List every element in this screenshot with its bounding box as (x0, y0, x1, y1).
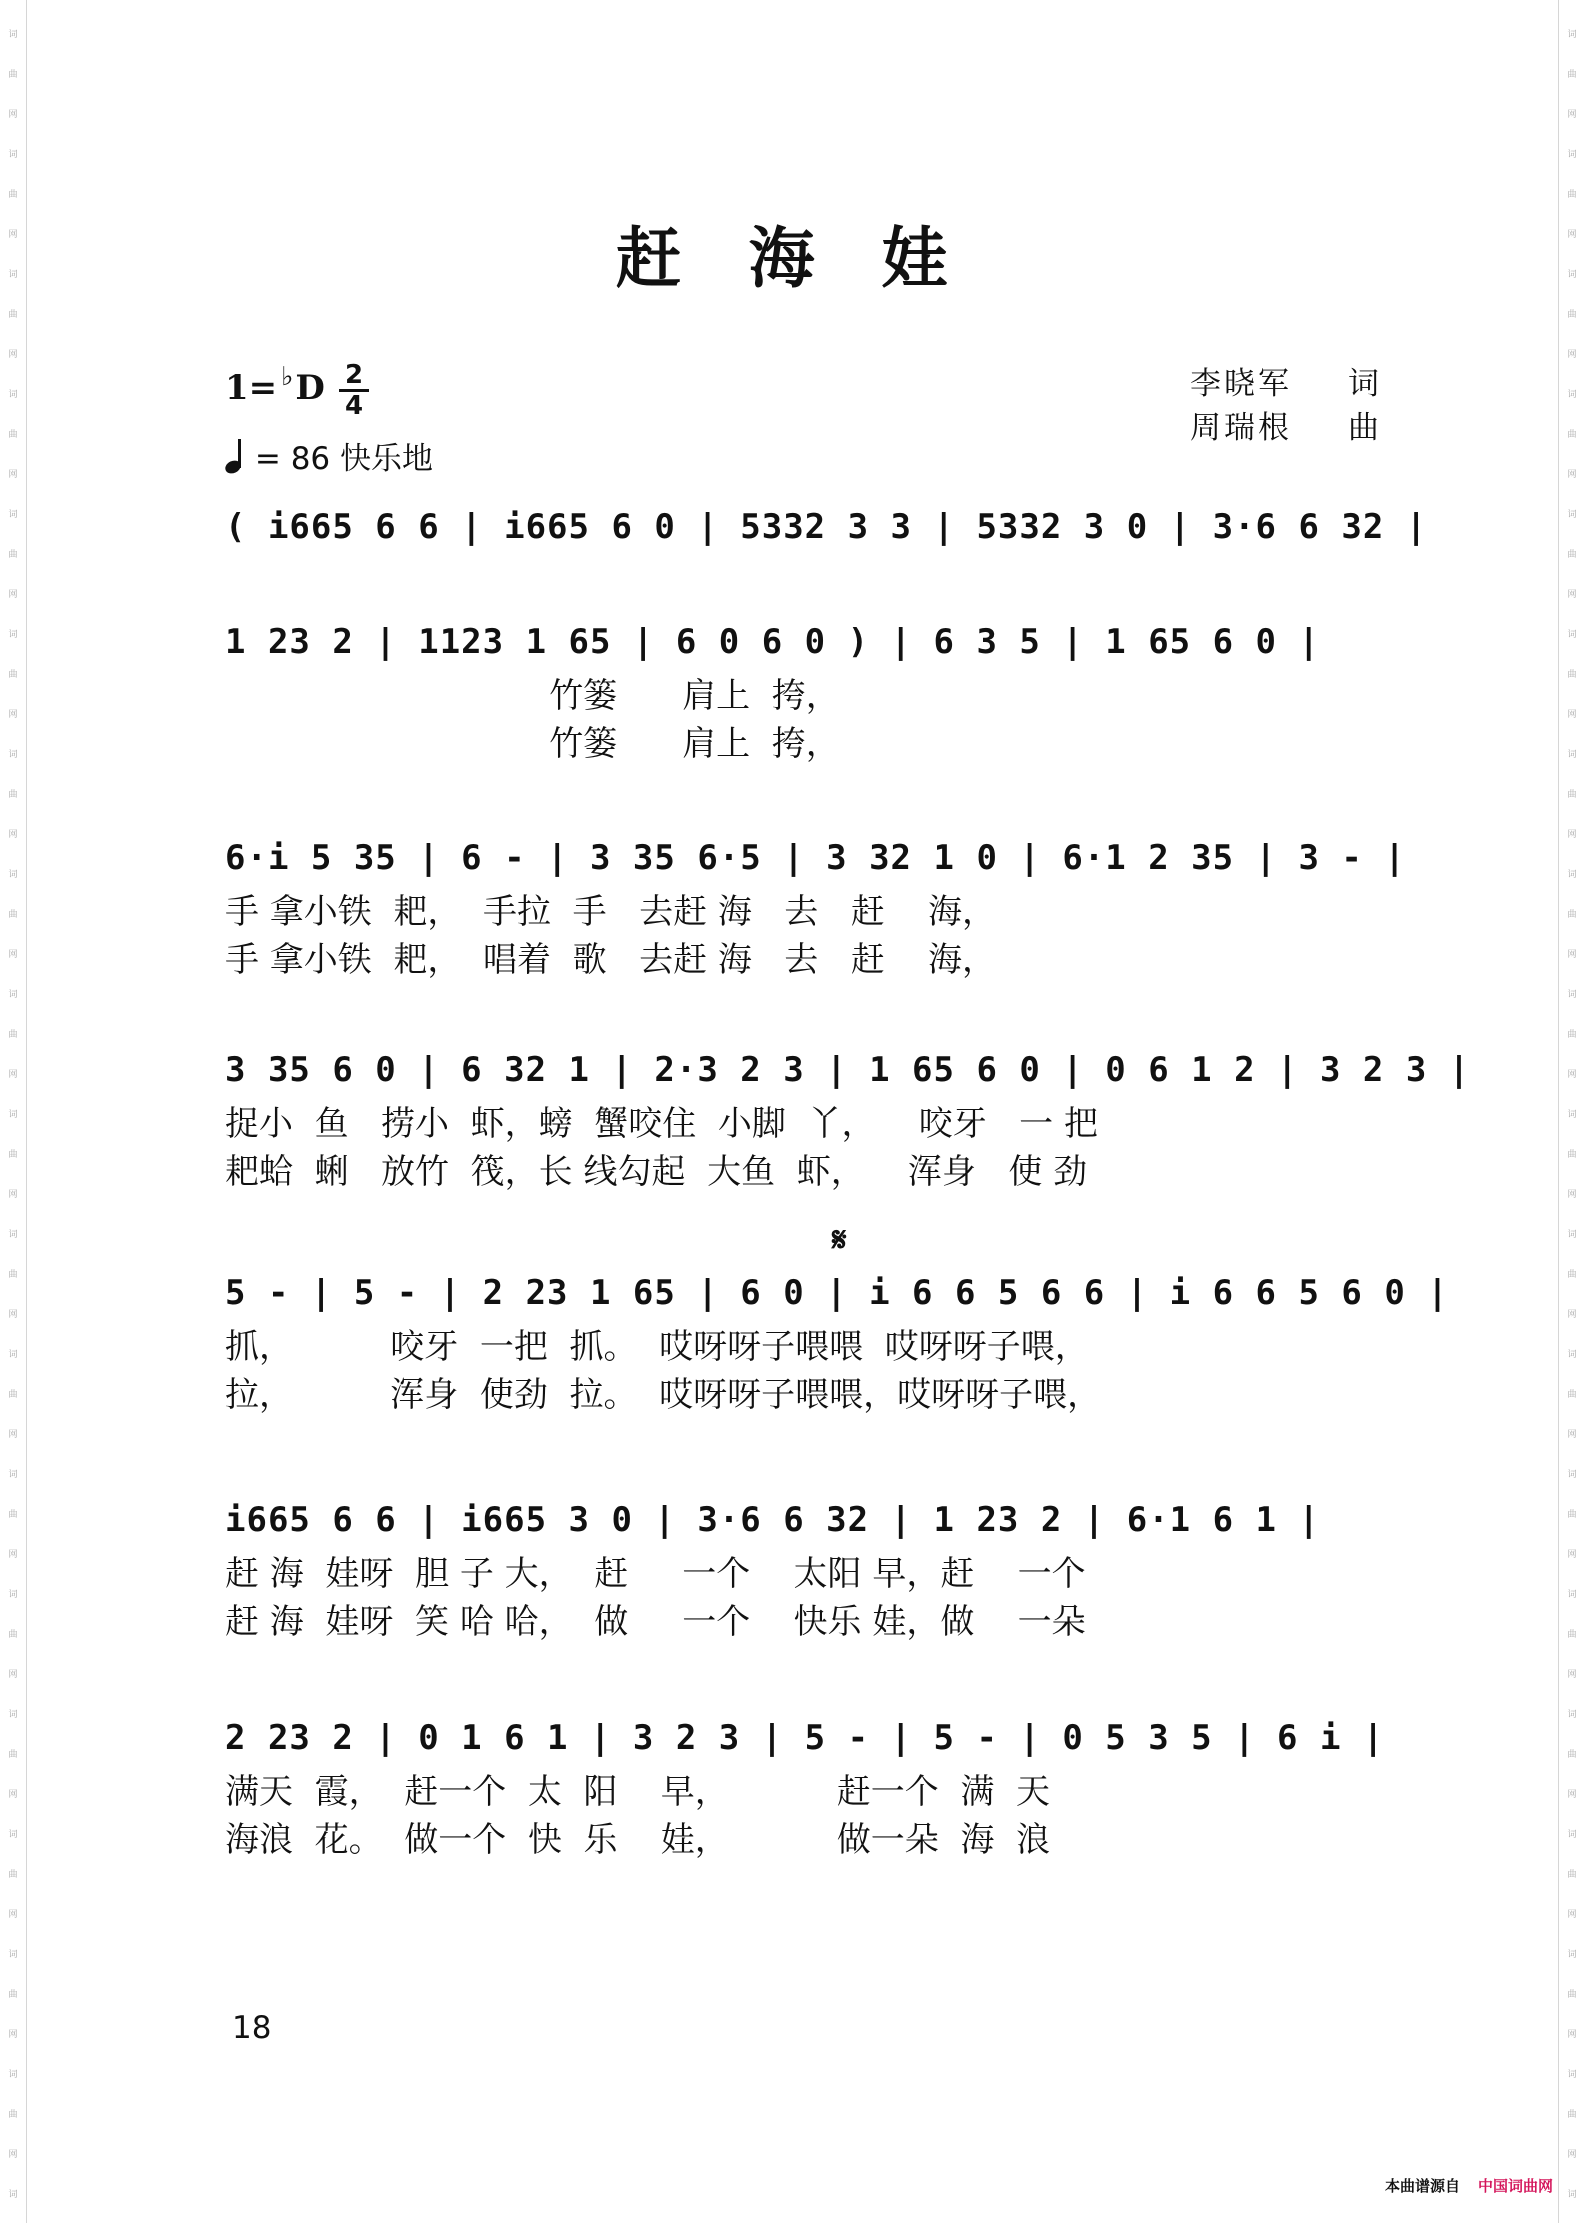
watermark-glyph: 网 (1567, 230, 1577, 240)
watermark-glyph: 网 (1567, 1550, 1577, 1560)
key-note: D (295, 368, 325, 408)
lyric-verse-2: 赶 海 娃呀 笑 哈 哈， 做 一个 快乐 娃，做 一朵 (225, 1602, 1086, 1642)
time-bottom: 4 (344, 391, 364, 421)
watermark-glyph: 网 (1567, 1310, 1577, 1320)
watermark-glyph: 词 (8, 390, 18, 400)
lyric-verse-1: 赶 海 娃呀 胆 子 大， 赶 一个 太阳 早，赶 一个 (225, 1554, 1086, 1594)
watermark-glyph: 网 (1567, 1910, 1577, 1920)
watermark-glyph: 词 (8, 510, 18, 520)
watermark-glyph: 网 (8, 1670, 18, 1680)
notation-line: ( i665 6 6 | i665 6 0 | 5332 3 3 | 5332 3 0 | 3·6 6 32 | (225, 507, 1428, 547)
watermark-glyph: 网 (8, 350, 18, 360)
watermark-glyph: 曲 (8, 1390, 18, 1400)
watermark-glyph: 网 (1567, 1070, 1577, 1080)
watermark-glyph: 曲 (8, 1030, 18, 1040)
watermark-glyph: 曲 (8, 550, 18, 560)
watermark-glyph: 网 (8, 1790, 18, 1800)
watermark-glyph: 曲 (1567, 1150, 1577, 1160)
lyric-verse-2: 竹篓 肩上 挎， (225, 724, 840, 764)
left-watermark-strip (0, 0, 27, 2223)
watermark-glyph: 词 (8, 1110, 18, 1120)
watermark-glyph: 词 (1567, 1830, 1577, 1840)
watermark-glyph: 网 (1567, 1670, 1577, 1680)
watermark-glyph: 曲 (1567, 70, 1577, 80)
quarter-note-icon (225, 439, 245, 473)
lyric-verse-2: 拉， 浑身 使劲 拉。 哎呀呀子喂喂，哎呀呀子喂， (225, 1375, 1102, 1415)
watermark-glyph: 曲 (1567, 670, 1577, 680)
watermark-glyph: 网 (8, 1550, 18, 1560)
credits (1190, 362, 1379, 450)
watermark-glyph: 曲 (1567, 310, 1577, 320)
tempo-mood: 快乐地 (340, 441, 433, 477)
watermark-glyph: 词 (8, 30, 18, 40)
watermark-glyph: 曲 (1567, 910, 1577, 920)
watermark-glyph: 曲 (1567, 1030, 1577, 1040)
watermark-glyph: 曲 (8, 1630, 18, 1640)
watermark-glyph: 词 (8, 1230, 18, 1240)
watermark-glyph: 曲 (8, 430, 18, 440)
watermark-glyph: 词 (8, 1590, 18, 1600)
watermark-glyph: 词 (1567, 990, 1577, 1000)
watermark-glyph: 曲 (1567, 1870, 1577, 1880)
watermark-glyph: 词 (8, 630, 18, 640)
time-top: 2 (344, 360, 364, 390)
watermark-glyph: 网 (8, 830, 18, 840)
watermark-glyph: 曲 (8, 1150, 18, 1160)
notation-line: i665 6 6 | i665 3 0 | 3·6 6 32 | 1 23 2 | 6·1 6 1 | (225, 1500, 1320, 1540)
watermark-glyph: 网 (1567, 470, 1577, 480)
watermark-glyph: 曲 (1567, 2110, 1577, 2120)
watermark-glyph: 网 (1567, 110, 1577, 120)
watermark-glyph: 网 (1567, 830, 1577, 840)
segno-sign: 𝄋 (832, 1220, 847, 1260)
watermark-glyph: 词 (1567, 1110, 1577, 1120)
watermark-glyph: 曲 (8, 190, 18, 200)
watermark-glyph: 词 (1567, 270, 1577, 280)
watermark-glyph: 曲 (1567, 190, 1577, 200)
watermark-glyph: 词 (1567, 2070, 1577, 2080)
watermark-glyph: 曲 (1567, 1390, 1577, 1400)
watermark-glyph: 词 (8, 1710, 18, 1720)
watermark-glyph: 词 (1567, 630, 1577, 640)
composer-role: 曲 (1348, 410, 1379, 446)
watermark-glyph: 网 (8, 590, 18, 600)
key-prefix: 1= (225, 368, 278, 408)
watermark-glyph: 词 (1567, 1470, 1577, 1480)
watermark-glyph: 网 (1567, 710, 1577, 720)
lyric-verse-1: 竹篓 肩上 挎， (225, 676, 840, 716)
notation-line: 2 23 2 | 0 1 6 1 | 3 2 3 | 5 - | 5 - | 0 5 3 5 | 6 i | (225, 1718, 1385, 1758)
watermark-glyph: 曲 (1567, 1990, 1577, 2000)
watermark-glyph: 网 (8, 1910, 18, 1920)
watermark-glyph: 词 (8, 870, 18, 880)
composer-name: 周瑞根 (1190, 410, 1292, 446)
watermark-glyph: 曲 (8, 910, 18, 920)
lyric-verse-1: 满天 霞， 赶一个 太 阳 早， 赶一个 满 天 (225, 1772, 1050, 1812)
source-footer (1385, 2175, 1553, 2196)
watermark-glyph: 词 (1567, 870, 1577, 880)
watermark-glyph: 网 (1567, 2150, 1577, 2160)
lyric-verse-2: 耙蛤 蜊 放竹 筏，长 线勾起 大鱼 虾， 浑身 使 劲 (225, 1152, 1088, 1192)
watermark-glyph: 网 (1567, 2030, 1577, 2040)
watermark-glyph: 曲 (8, 310, 18, 320)
watermark-glyph: 词 (8, 990, 18, 1000)
watermark-glyph: 词 (8, 2190, 18, 2200)
watermark-glyph: 词 (8, 150, 18, 160)
watermark-glyph: 词 (1567, 1590, 1577, 1600)
watermark-glyph: 词 (1567, 390, 1577, 400)
watermark-glyph: 网 (8, 1430, 18, 1440)
key-signature (225, 362, 325, 408)
page-number: 18 (232, 2010, 272, 2046)
watermark-glyph: 网 (8, 2150, 18, 2160)
watermark-glyph: 网 (8, 230, 18, 240)
notation-line: 3 35 6 0 | 6 32 1 | 2·3 2 3 | 1 65 6 0 | 0 6 1 2 | 3 2 3 | (225, 1050, 1471, 1090)
lyricist-role: 词 (1348, 366, 1379, 402)
watermark-glyph: 曲 (8, 790, 18, 800)
watermark-glyph: 词 (1567, 1950, 1577, 1960)
watermark-glyph: 词 (8, 1830, 18, 1840)
watermark-glyph: 词 (1567, 150, 1577, 160)
watermark-glyph: 曲 (1567, 1750, 1577, 1760)
watermark-glyph: 网 (8, 1310, 18, 1320)
watermark-glyph: 词 (8, 1470, 18, 1480)
watermark-glyph: 网 (8, 950, 18, 960)
watermark-glyph: 词 (1567, 2190, 1577, 2200)
watermark-glyph: 曲 (1567, 1630, 1577, 1640)
watermark-glyph: 网 (8, 710, 18, 720)
tempo-value: = 86 (254, 441, 331, 477)
watermark-glyph: 曲 (1567, 790, 1577, 800)
watermark-glyph: 词 (1567, 750, 1577, 760)
footer-site-link[interactable]: 中国词曲网 (1477, 2177, 1553, 2195)
right-watermark-strip (1558, 0, 1585, 2223)
song-title: 赶 海 娃 (615, 219, 970, 297)
watermark-glyph: 网 (8, 110, 18, 120)
watermark-glyph: 词 (8, 750, 18, 760)
watermark-glyph: 曲 (8, 1750, 18, 1760)
notation-line: 5 - | 5 - | 2 23 1 65 | 6 0 | i 6 6 5 6 6 | i 6 6 5 6 0 | (225, 1273, 1449, 1313)
watermark-glyph: 曲 (1567, 1510, 1577, 1520)
watermark-glyph: 网 (1567, 590, 1577, 600)
flat-sign: ♭ (281, 362, 294, 392)
watermark-glyph: 曲 (1567, 430, 1577, 440)
watermark-glyph: 曲 (8, 1990, 18, 2000)
watermark-glyph: 词 (8, 1350, 18, 1360)
watermark-glyph: 网 (8, 1070, 18, 1080)
lyricist-credit (1190, 362, 1379, 406)
notation-line: 1 23 2 | 1123 1 65 | 6 0 6 0 ) | 6 3 5 | 1 65 6 0 | (225, 622, 1320, 662)
watermark-glyph: 曲 (1567, 550, 1577, 560)
lyric-verse-1: 捉小 鱼 捞小 虾，螃 蟹咬住 小脚 丫， 咬牙 一 把 (225, 1104, 1098, 1144)
watermark-glyph: 词 (1567, 1350, 1577, 1360)
composer-credit (1190, 406, 1379, 450)
watermark-glyph: 曲 (8, 1870, 18, 1880)
watermark-glyph: 网 (1567, 350, 1577, 360)
watermark-glyph: 词 (1567, 1230, 1577, 1240)
watermark-glyph: 网 (1567, 1790, 1577, 1800)
watermark-glyph: 词 (8, 2070, 18, 2080)
watermark-glyph: 词 (8, 270, 18, 280)
watermark-glyph: 曲 (8, 70, 18, 80)
watermark-glyph: 网 (1567, 1430, 1577, 1440)
lyricist-name: 李晓军 (1190, 366, 1292, 402)
watermark-glyph: 曲 (1567, 1270, 1577, 1280)
watermark-glyph: 曲 (8, 1270, 18, 1280)
watermark-glyph: 词 (1567, 510, 1577, 520)
lyric-verse-2: 手 拿小铁 耙， 唱着 歌 去赶 海 去 赶 海， (225, 940, 996, 980)
watermark-glyph: 网 (1567, 1190, 1577, 1200)
watermark-glyph: 网 (1567, 950, 1577, 960)
watermark-glyph: 词 (1567, 30, 1577, 40)
footer-source-label: 本曲谱源自 (1384, 2177, 1460, 2195)
watermark-glyph: 词 (1567, 1710, 1577, 1720)
watermark-glyph: 网 (8, 1190, 18, 1200)
time-signature (339, 362, 369, 419)
watermark-glyph: 网 (8, 470, 18, 480)
lyric-verse-1: 抓， 咬牙 一把 抓。 哎呀呀子喂喂 哎呀呀子喂， (225, 1327, 1089, 1367)
lyric-verse-2: 海浪 花。 做一个 快 乐 娃， 做一朵 海 浪 (225, 1820, 1050, 1860)
watermark-glyph: 曲 (8, 1510, 18, 1520)
lyric-verse-1: 手 拿小铁 耙， 手拉 手 去赶 海 去 赶 海， (225, 892, 996, 932)
notation-line: 6·i 5 35 | 6 - | 3 35 6·5 | 3 32 1 0 | 6·1 2 35 | 3 - | (225, 838, 1406, 878)
watermark-glyph: 网 (8, 2030, 18, 2040)
watermark-glyph: 词 (8, 1950, 18, 1960)
watermark-glyph: 曲 (8, 670, 18, 680)
tempo-marking (225, 433, 433, 478)
watermark-glyph: 曲 (8, 2110, 18, 2120)
